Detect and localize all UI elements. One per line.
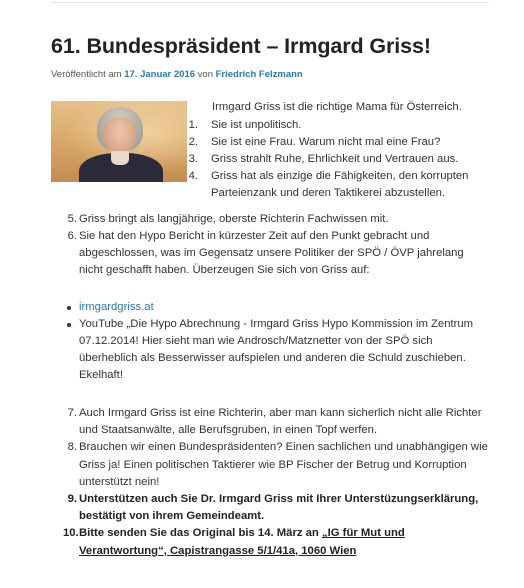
bullet-text: Ekelhaft!	[79, 369, 123, 382]
address-part-1: „IG für Mut und	[321, 527, 405, 540]
list-item-text: Griss strahlt Ruhe, Ehrlichkeit und Vertrauen aus.	[211, 152, 459, 165]
post-meta	[51, 69, 303, 80]
list-number: 5.	[67, 212, 77, 225]
author-link[interactable]: Friedrich Felzmann	[215, 69, 303, 80]
list-item-text: Parteienzank und deren Taktikerei abzustellen.	[211, 187, 446, 200]
list-item-text: Griss hat als einzige die Fähigkeiten, den korrupten	[211, 170, 469, 183]
list-item-text: Sie hat den Hypo Bericht in kürzester Zeit auf den Punkt gebracht und	[79, 229, 430, 242]
meta-prefix: Veröffentlicht am	[51, 69, 125, 80]
bullet-marker	[67, 306, 71, 310]
bullet-text: 07.12.2014! Hier sieht man wie Androsch/Matznetter von der SPÖ sich	[79, 334, 433, 347]
send-instruction: Bitte senden Sie das Original bis 14. März an	[79, 527, 322, 540]
list-number: 10.	[63, 527, 79, 540]
list-number: 3.	[188, 152, 198, 165]
list-item-text: nicht geschafft haben. Überzeugen Sie sich von Griss auf:	[79, 264, 370, 277]
list-item-text: Auch Irmgard Griss ist eine Richterin, aber man kann sicherlich nicht alle Richter	[79, 407, 482, 419]
photo-collar	[111, 151, 129, 165]
list-item-text: Sie ist unpolitisch.	[211, 118, 302, 131]
list-item-text: und Staatsanwälte, alle Berufsgruben, in einen Topf werfen.	[79, 424, 378, 437]
portrait-photo	[51, 101, 187, 182]
list-number: 8.	[67, 441, 77, 454]
list-number: 6.	[67, 229, 77, 242]
address-part-2: Verantwortung“, Capistrangasse 5/1/41a, 1060 Wien	[79, 544, 357, 557]
list-number: 1.	[188, 118, 198, 131]
photo-face	[104, 117, 136, 153]
post-date-link[interactable]: 17. Januar 2016	[124, 69, 196, 80]
top-divider	[51, 2, 489, 3]
send-address-line	[79, 525, 405, 542]
list-number: 2.	[188, 135, 198, 148]
list-number: 7.	[67, 407, 77, 419]
post-title: 61. Bundespräsident – Irmgard Griss!	[51, 34, 431, 58]
list-item-text: abgeschlossen, was im Gegensatz unsere Politiker der SPÖ / ÖVP jahrelang	[79, 246, 464, 259]
irmgardgriss-link[interactable]: irmgardgriss.at	[79, 300, 154, 313]
list-item-text: Brauchen wir einen Bundespräsidenten? Einen sachlichen und unabhängigen wie	[79, 441, 488, 454]
bullet-text: überheblich als Besserwisser aufspielen und anderen die Schuld zuschieben.	[79, 352, 466, 365]
bullet-marker	[67, 323, 71, 327]
list-item-text: bestätigt von ihrem Gemeindeamt.	[79, 510, 265, 523]
list-number: 4.	[188, 170, 198, 183]
list-item-text: Griss ja! Einen politischen Taktierer wie BP Fischer der Betrug und Korruption	[79, 458, 467, 471]
intro-text: Irmgard Griss ist die richtige Mama für Österreich.	[212, 101, 462, 113]
list-item-text: Sie ist eine Frau. Warum nicht mal eine Frau?	[211, 135, 441, 148]
bullet-text: YouTube „Die Hypo Abrechnung - Irmgard Griss Hypo Kommission im Zentrum	[79, 317, 474, 330]
list-item-text: Griss bringt als langjährige, oberste Richterin Fachwissen mit.	[79, 212, 389, 225]
list-item-text: unterstützt nein!	[79, 475, 160, 488]
list-item-text: Unterstützen auch Sie Dr. Irmgard Griss mit Ihrer Unterstüzungserklärung,	[79, 493, 479, 505]
meta-mid: von	[195, 69, 216, 80]
list-number: 9.	[67, 493, 77, 505]
